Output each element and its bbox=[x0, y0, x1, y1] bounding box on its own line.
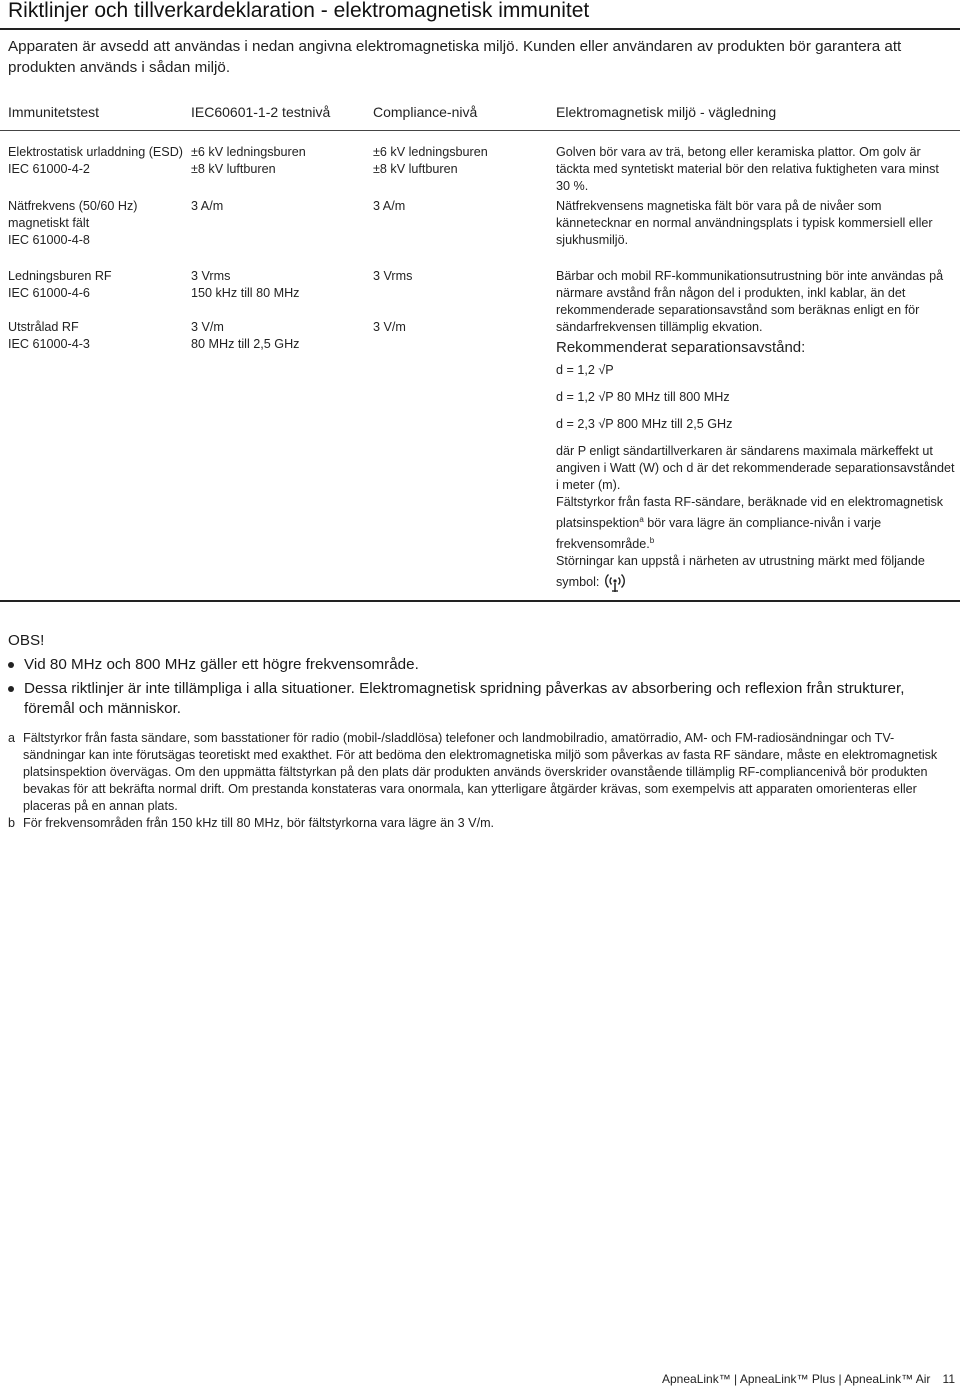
rf-guidance-block bbox=[556, 268, 956, 599]
non-ionizing-radiation-icon bbox=[603, 570, 627, 599]
p-explanation: där P enligt sändartillverkaren är sändarens maximala märkeffekt ut angiven i Watt (W) och d är det rekommenderade separationsavståndet i meter (m). bbox=[556, 444, 955, 492]
header-divider bbox=[0, 130, 960, 131]
row-conducted-rf-test: Ledningsburen RF IEC 61000-4-6 bbox=[8, 269, 112, 300]
table-bottom-divider bbox=[0, 600, 960, 602]
row-conducted-rf-compliance: 3 Vrms bbox=[373, 269, 413, 283]
obs-label: OBS! bbox=[8, 632, 45, 649]
obs-bullet: Vid 80 MHz och 800 MHz gäller ett högre frekvensområde. bbox=[8, 655, 954, 675]
rf-guidance-text: Bärbar och mobil RF-kommunikationsutrustning bör inte användas på närmare avstånd från någon del i produkten, inkl kablar, än det rekommenderade separationsavstånd som beräknas enligt en för sändarfrekvensen tillämplig ekvation. bbox=[556, 269, 944, 334]
recommended-distance-heading: Rekommenderat separationsavstånd: bbox=[556, 339, 806, 356]
interference-label: Störningar kan uppstå i närheten av utrustning märkt med följande symbol: bbox=[556, 554, 925, 590]
obs-bullet: Dessa riktlinjer är inte tillämpliga i alla situationer. Elektromagnetisk spridning påverkas av absorbering och reflexion från strukturer, föremål och människor. bbox=[8, 679, 954, 719]
row-esd-level: ±6 kV ledningsburen ±8 kV luftburen bbox=[191, 145, 306, 176]
footnote-text: För frekvensområden från 150 kHz till 80 MHz, bör fältstyrkorna vara lägre än 3 V/m. bbox=[23, 816, 495, 830]
title-divider bbox=[0, 28, 960, 30]
obs-bullet-list bbox=[8, 655, 954, 723]
footnote-ref-a: a bbox=[639, 515, 644, 524]
row-magnetic-guidance: Nätfrekvensens magnetiska fält bör vara på de nivåer som kännetecknar en normal användningsplats i typisk kommersiell eller sjukhusmiljö. bbox=[556, 199, 933, 247]
row-esd-compliance: ±6 kV ledningsburen ±8 kV luftburen bbox=[373, 145, 488, 176]
header-test-level: IEC60601-1-2 testnivå bbox=[191, 104, 331, 120]
formula-2: d = 1,2 √P 80 MHz till 800 MHz bbox=[556, 390, 730, 404]
footnote-mark: a bbox=[8, 731, 16, 745]
page-number: 11 bbox=[942, 1372, 955, 1386]
formula-1: d = 1,2 √P bbox=[556, 363, 614, 377]
table-header bbox=[0, 104, 960, 126]
row-magnetic-compliance: 3 A/m bbox=[373, 199, 406, 213]
footnote-mark: b bbox=[8, 816, 16, 830]
header-immunity-test: Immunitetstest bbox=[8, 104, 100, 120]
field-strength-part1: Fältstyrkor från fasta RF-sändare, beräknade vid en elektromagnetisk platsinspektion bbox=[556, 495, 944, 531]
header-guidance: Elektromagnetisk miljö - vägledning bbox=[556, 104, 777, 120]
footnote-ref-b: b bbox=[649, 536, 655, 546]
row-magnetic-level: 3 A/m bbox=[191, 199, 224, 213]
intro-paragraph: Apparaten är avsedd att användas i nedan angivna elektromagnetiska miljö. Kunden eller användaren av produkten bör garantera att produkten används i sådan miljö. bbox=[8, 38, 902, 76]
row-esd-guidance: Golven bör vara av trä, betong eller keramiska plattor. Om golv är täckta med syntetiskt material bör den relativa fuktigheten vara minst 30 %. bbox=[556, 145, 939, 193]
field-strength-text bbox=[556, 494, 956, 553]
interference-text bbox=[556, 553, 956, 599]
row-radiated-rf-test: Utstrålad RF IEC 61000-4-3 bbox=[8, 320, 90, 351]
row-magnetic-test: Nätfrekvens (50/60 Hz) magnetiskt fält IEC 61000-4-8 bbox=[8, 199, 138, 247]
row-radiated-rf-level: 3 V/m 80 MHz till 2,5 GHz bbox=[191, 320, 300, 351]
footnote-text: Fältstyrkor från fasta sändare, som basstationer för radio (mobil-/sladdlösa) telefoner och landmobilradio, amatörradio, AM- och FM-radiosändningar och TV-sändningar kan inte förutsägas teoretiskt med exakthet. För att bedöma den elektromagnetiska miljö som påverkas av fasta RF sändare, måste en elektromagnetisk platsinspektion övervägas. Om den uppmätta fältstyrkan på den plats där produkten används överskrider ovanstående tillämplig RF-compliancenivå bör produkten bevakas för att bekräfta normal drift. Om prestanda konstateras vara onormala, kan ytterligare åtgärder krävas, som exempelvis att apparaten omorienteras eller placeras på en annan plats. bbox=[23, 731, 938, 813]
footer-brand: ApneaLink™ | ApneaLink™ Plus | ApneaLink™ Air bbox=[662, 1372, 931, 1386]
formula-3: d = 2,3 √P 800 MHz till 2,5 GHz bbox=[556, 417, 733, 431]
footnote-b bbox=[8, 815, 954, 832]
page-title: Riktlinjer och tillverkardeklaration - elektromagnetisk immunitet bbox=[8, 0, 590, 22]
row-conducted-rf-level: 3 Vrms 150 kHz till 80 MHz bbox=[191, 269, 300, 300]
row-esd-test: Elektrostatisk urladdning (ESD) IEC 61000-4-2 bbox=[8, 145, 183, 176]
header-compliance-level: Compliance-nivå bbox=[373, 104, 478, 120]
footnote-a bbox=[8, 730, 954, 815]
field-strength-part2: bör vara lägre än compliance-nivån i varje frekvensområde. bbox=[556, 516, 882, 552]
row-radiated-rf-compliance: 3 V/m bbox=[373, 320, 406, 334]
